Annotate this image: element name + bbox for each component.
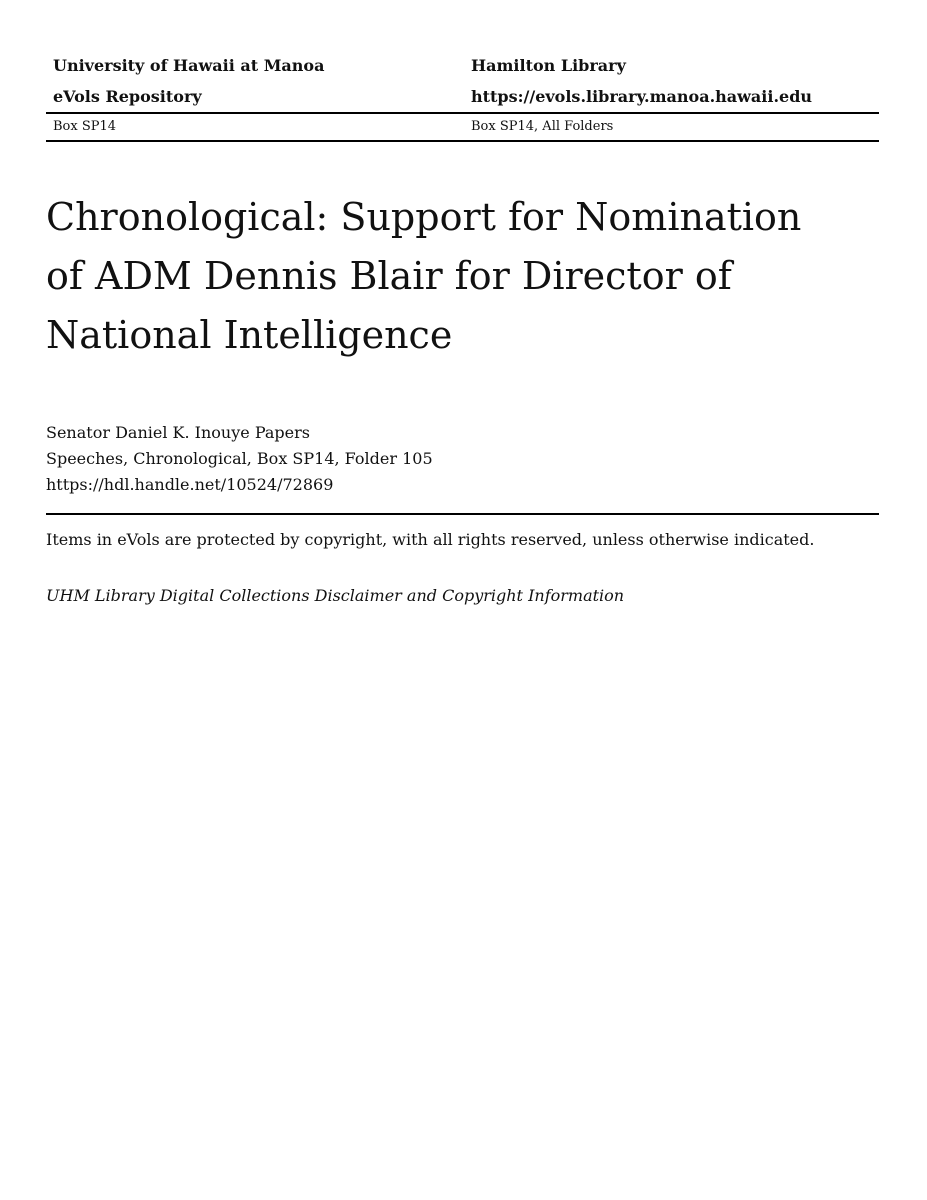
collection-name: Senator Daniel K. Inouye Papers <box>46 423 310 442</box>
header <box>46 50 879 142</box>
header-rule-bottom <box>46 140 879 142</box>
header-row-top <box>46 50 879 81</box>
header-row-middle <box>46 81 879 112</box>
library-name: Hamilton Library <box>471 56 626 75</box>
document-title: Chronological: Support for Nomination of ADM Dennis Blair for Director of National Intelligence <box>46 195 802 357</box>
institution-name: University of Hawaii at Manoa <box>53 56 325 75</box>
document-metadata <box>46 420 433 498</box>
box-label-left: Box SP14 <box>53 119 117 134</box>
folder-location: Speeches, Chronological, Box SP14, Folder 105 <box>46 449 433 468</box>
section-divider <box>46 513 879 515</box>
box-label-right: Box SP14, All Folders <box>471 119 614 134</box>
handle-link[interactable]: https://hdl.handle.net/10524/72869 <box>46 475 334 494</box>
repository-url[interactable]: https://evols.library.manoa.hawaii.edu <box>471 87 813 106</box>
rights-statement: Items in eVols are protected by copyright, with all rights reserved, unless otherwise indicated. <box>46 530 815 549</box>
disclaimer-link[interactable]: UHM Library Digital Collections Disclaimer and Copyright Information <box>46 586 625 605</box>
header-row-box <box>46 114 879 140</box>
repository-name: eVols Repository <box>53 87 202 106</box>
